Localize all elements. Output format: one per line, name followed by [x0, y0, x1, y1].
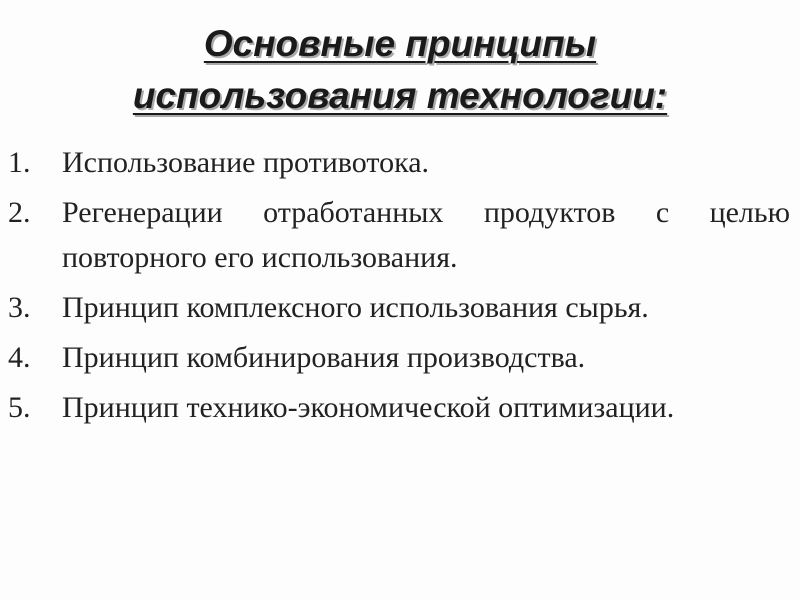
list-item [0, 285, 800, 330]
slide-title [0, 18, 800, 122]
list-item-text: Принцип комбинирования производства. [62, 341, 586, 374]
list-item-number: 1. [8, 146, 31, 179]
list-item-number: 4. [8, 341, 31, 374]
list-item [0, 190, 800, 280]
list-item-number: 5. [8, 391, 31, 424]
list-item [0, 335, 800, 380]
list-item [0, 385, 800, 430]
list-item-text: Принцип технико-экономической оптимизации. [62, 391, 675, 424]
principles-list [0, 140, 800, 435]
list-item-text: Использование противотока. [62, 146, 430, 179]
list-item-number: 3. [8, 291, 31, 324]
list-item-text: Регенерации отработанных продуктов с целью повторного его использования. [62, 196, 790, 274]
title-line-1: Основные принципы [203, 23, 597, 64]
list-item [0, 140, 800, 185]
list-item-text: Принцип комплексного использования сырья. [62, 291, 649, 324]
title-line-2: использования технологии: [132, 75, 668, 116]
list-item-number: 2. [8, 196, 31, 229]
